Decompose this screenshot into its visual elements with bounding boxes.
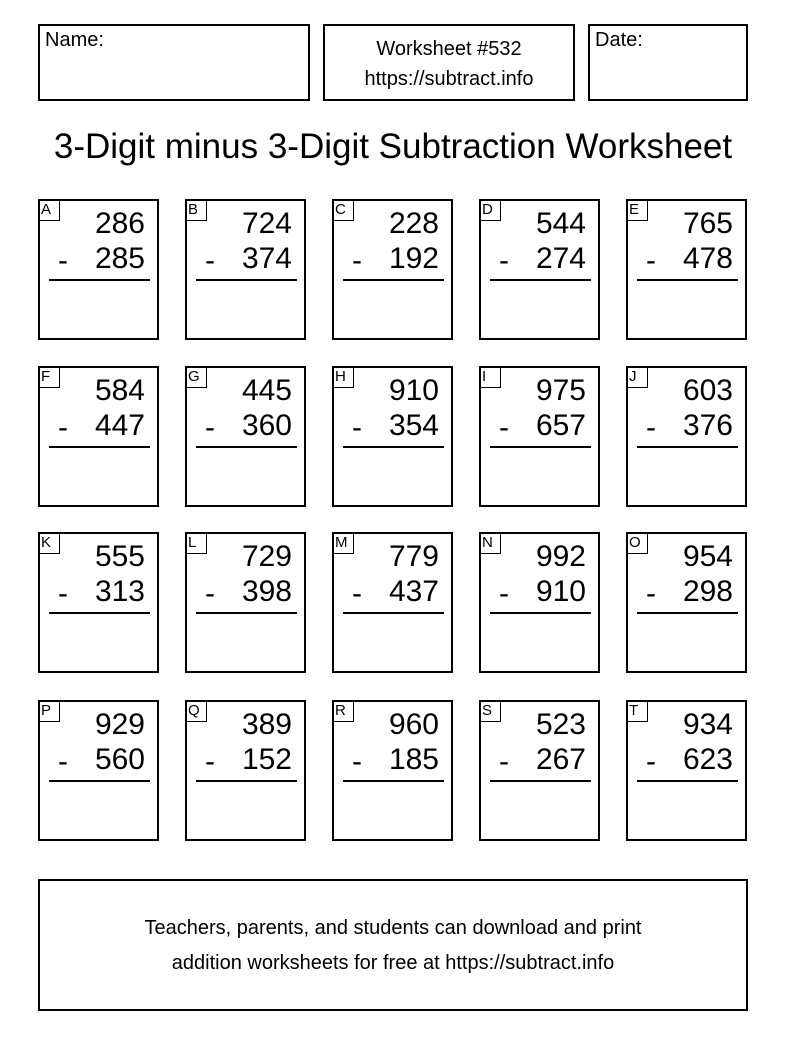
footer-line-1: Teachers, parents, and students can download and print: [144, 917, 642, 939]
problem-box[interactable]: [38, 700, 159, 841]
problem-box[interactable]: [479, 532, 600, 673]
minuend: 445: [241, 374, 292, 407]
answer-line: [490, 612, 591, 614]
subtrahend: 398: [241, 575, 292, 608]
problem-letter: Q: [185, 700, 207, 722]
answer-line: [196, 446, 297, 448]
answer-line: [343, 780, 444, 782]
name-label: Name:: [45, 29, 104, 51]
problem-box[interactable]: [332, 366, 453, 507]
minuend: 779: [388, 540, 439, 573]
problem-letter: P: [38, 700, 60, 722]
answer-line: [196, 279, 297, 281]
subtrahend: 437: [388, 575, 439, 608]
answer-line: [637, 780, 738, 782]
minuend: 934: [682, 708, 733, 741]
subtrahend: 267: [535, 743, 586, 776]
footer-line-2: addition worksheets for free at https://subtract.info: [171, 952, 615, 974]
minus-sign: -: [646, 411, 656, 444]
page-title: 3-Digit minus 3-Digit Subtraction Worksheet: [53, 127, 733, 166]
problem-letter: G: [185, 366, 207, 388]
problem-box[interactable]: [626, 366, 747, 507]
problem-box[interactable]: [185, 199, 306, 340]
minus-sign: -: [205, 244, 215, 277]
minus-sign: -: [205, 577, 215, 610]
minus-sign: -: [646, 745, 656, 778]
subtrahend: 185: [388, 743, 439, 776]
minuend: 555: [94, 540, 145, 573]
minuend: 544: [535, 207, 586, 240]
minus-sign: -: [646, 577, 656, 610]
subtrahend: 354: [388, 409, 439, 442]
answer-line: [49, 612, 150, 614]
problem-box[interactable]: [626, 199, 747, 340]
minuend: 389: [241, 708, 292, 741]
problem-box[interactable]: [479, 366, 600, 507]
minus-sign: -: [499, 411, 509, 444]
subtrahend: 376: [682, 409, 733, 442]
subtrahend: 152: [241, 743, 292, 776]
minuend: 960: [388, 708, 439, 741]
minuend: 729: [241, 540, 292, 573]
problem-letter: N: [479, 532, 501, 554]
answer-line: [637, 446, 738, 448]
problem-letter: T: [626, 700, 648, 722]
problem-letter: C: [332, 199, 354, 221]
date-field-box[interactable]: [588, 24, 748, 101]
problem-letter: H: [332, 366, 354, 388]
problem-box[interactable]: [38, 366, 159, 507]
problem-box[interactable]: [38, 532, 159, 673]
answer-line: [196, 780, 297, 782]
problem-box[interactable]: [479, 199, 600, 340]
answer-line: [49, 446, 150, 448]
subtrahend: 374: [241, 242, 292, 275]
subtrahend: 657: [535, 409, 586, 442]
minus-sign: -: [352, 577, 362, 610]
subtrahend: 360: [241, 409, 292, 442]
problem-letter: F: [38, 366, 60, 388]
minus-sign: -: [58, 244, 68, 277]
minus-sign: -: [499, 244, 509, 277]
subtrahend: 560: [94, 743, 145, 776]
minuend: 603: [682, 374, 733, 407]
subtrahend: 447: [94, 409, 145, 442]
minus-sign: -: [646, 244, 656, 277]
answer-line: [637, 279, 738, 281]
subtrahend: 285: [94, 242, 145, 275]
subtrahend: 478: [682, 242, 733, 275]
problem-box[interactable]: [626, 532, 747, 673]
answer-line: [49, 780, 150, 782]
minuend: 929: [94, 708, 145, 741]
minus-sign: -: [352, 411, 362, 444]
problem-box[interactable]: [332, 532, 453, 673]
answer-line: [343, 279, 444, 281]
minus-sign: -: [205, 745, 215, 778]
problem-letter: L: [185, 532, 207, 554]
minuend: 765: [682, 207, 733, 240]
problem-letter: J: [626, 366, 648, 388]
problem-letter: D: [479, 199, 501, 221]
worksheet-info-box: [323, 24, 575, 101]
problem-letter: S: [479, 700, 501, 722]
answer-line: [343, 446, 444, 448]
problem-box[interactable]: [479, 700, 600, 841]
problem-letter: R: [332, 700, 354, 722]
minus-sign: -: [58, 411, 68, 444]
minuend: 724: [241, 207, 292, 240]
subtrahend: 298: [682, 575, 733, 608]
minus-sign: -: [499, 745, 509, 778]
problem-letter: I: [479, 366, 501, 388]
problem-box[interactable]: [626, 700, 747, 841]
problem-box[interactable]: [38, 199, 159, 340]
name-field-box[interactable]: [38, 24, 310, 101]
problem-letter: M: [332, 532, 354, 554]
problem-box[interactable]: [185, 700, 306, 841]
problem-letter: K: [38, 532, 60, 554]
worksheet-url: https://subtract.info: [364, 68, 534, 90]
minuend: 975: [535, 374, 586, 407]
footer-box: [38, 879, 748, 1011]
problem-box[interactable]: [332, 700, 453, 841]
minus-sign: -: [58, 577, 68, 610]
date-label: Date:: [595, 29, 643, 51]
subtrahend: 910: [535, 575, 586, 608]
answer-line: [49, 279, 150, 281]
subtrahend: 192: [388, 242, 439, 275]
minuend: 228: [388, 207, 439, 240]
minuend: 910: [388, 374, 439, 407]
answer-line: [490, 446, 591, 448]
answer-line: [343, 612, 444, 614]
minuend: 954: [682, 540, 733, 573]
problem-letter: A: [38, 199, 60, 221]
answer-line: [637, 612, 738, 614]
problem-box[interactable]: [185, 532, 306, 673]
subtrahend: 313: [94, 575, 145, 608]
answer-line: [196, 612, 297, 614]
worksheet-number: Worksheet #532: [376, 38, 522, 60]
minus-sign: -: [499, 577, 509, 610]
answer-line: [490, 279, 591, 281]
minus-sign: -: [58, 745, 68, 778]
answer-line: [490, 780, 591, 782]
minus-sign: -: [205, 411, 215, 444]
subtrahend: 274: [535, 242, 586, 275]
minus-sign: -: [352, 244, 362, 277]
problem-box[interactable]: [185, 366, 306, 507]
minuend: 286: [94, 207, 145, 240]
problem-box[interactable]: [332, 199, 453, 340]
minuend: 584: [94, 374, 145, 407]
minuend: 523: [535, 708, 586, 741]
problem-letter: B: [185, 199, 207, 221]
minus-sign: -: [352, 745, 362, 778]
problem-letter: E: [626, 199, 648, 221]
subtrahend: 623: [682, 743, 733, 776]
problem-letter: O: [626, 532, 648, 554]
minuend: 992: [535, 540, 586, 573]
